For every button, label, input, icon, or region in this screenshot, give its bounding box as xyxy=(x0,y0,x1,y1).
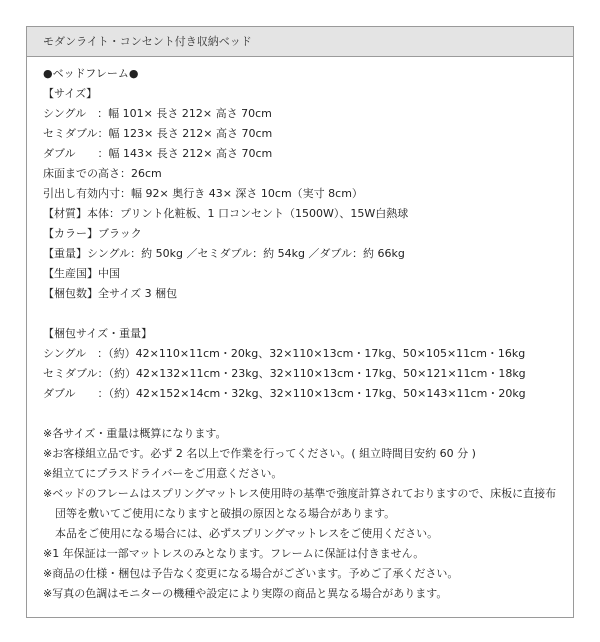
note-screwdriver: ※組立てにプラスドライバーをご用意ください。 xyxy=(43,467,283,480)
note-assembly: ※お客様組立品です。必ず 2 名以上で作業を行ってください。( 組立時間目安約 60 分 ) xyxy=(43,447,476,460)
size-semidouble: セミダブル：幅 123× 長さ 212× 高さ 70cm xyxy=(43,127,273,140)
product-spec-panel xyxy=(26,26,574,618)
note-spec-change: ※商品の仕様・梱包は予告なく変更になる場合がございます。予めご了承ください。 xyxy=(43,567,459,580)
note-warranty: ※1 年保証は一部マットレスのみとなります。フレームに保証は付きません。 xyxy=(43,547,425,560)
package-count: 【梱包数】全サイズ 3 梱包 xyxy=(43,287,178,300)
note-use-spring-mattress: 本品をご使用になる場合には、必ずスプリングマットレスをご使用ください。 xyxy=(55,527,439,540)
panel-title: モダンライト・コンセント付き収納ベッド xyxy=(27,27,573,57)
drawer-size: 引出し有効内寸：幅 92× 奥行き 43× 深さ 10cm（実寸 8cm） xyxy=(43,187,363,200)
origin: 【生産国】中国 xyxy=(43,267,120,280)
note-size-weight: ※各サイズ・重量は概算になります。 xyxy=(43,427,227,440)
packing-double: ダブル ：（約）42×152×14cm・32kg、32×110×13cm・17kg、50×143×11cm・20kg xyxy=(43,387,526,400)
note-frame-strength-cont: 団等を敷いてご使用になりますと破損の原因となる場合があります。 xyxy=(55,507,396,520)
frame-heading: ●ベッドフレーム● xyxy=(43,67,139,80)
packing-heading: 【梱包サイズ・重量】 xyxy=(43,327,153,340)
note-frame-strength: ※ベッドのフレームはスプリングマットレス使用時の基準で強度計算されておりますので、床板に直接布 xyxy=(43,487,557,500)
material: 【材質】本体：プリント化粧板、1 口コンセント（1500W）、15W白熱球 xyxy=(43,207,409,220)
spacer xyxy=(43,404,567,424)
packing-single: シングル ：（約）42×110×11cm・20kg、32×110×13cm・17kg、50×105×11cm・16kg xyxy=(43,347,526,360)
floor-height: 床面までの高さ：26cm xyxy=(43,167,162,180)
spec-content xyxy=(43,64,567,604)
packing-semidouble: セミダブル：（約）42×132×11cm・23kg、32×110×13cm・17kg、50×121×11cm・18kg xyxy=(43,367,526,380)
size-heading: 【サイズ】 xyxy=(43,87,98,100)
weight: 【重量】シングル：約 50kg ／セミダブル：約 54kg ／ダブル：約 66kg xyxy=(43,247,405,260)
size-single: シングル ：幅 101× 長さ 212× 高さ 70cm xyxy=(43,107,272,120)
size-double: ダブル ：幅 143× 長さ 212× 高さ 70cm xyxy=(43,147,273,160)
color: 【カラー】ブラック xyxy=(43,227,142,240)
note-photo-color: ※写真の色調はモニターの機種や設定により実際の商品と異なる場合があります。 xyxy=(43,587,448,600)
spacer xyxy=(43,304,567,324)
